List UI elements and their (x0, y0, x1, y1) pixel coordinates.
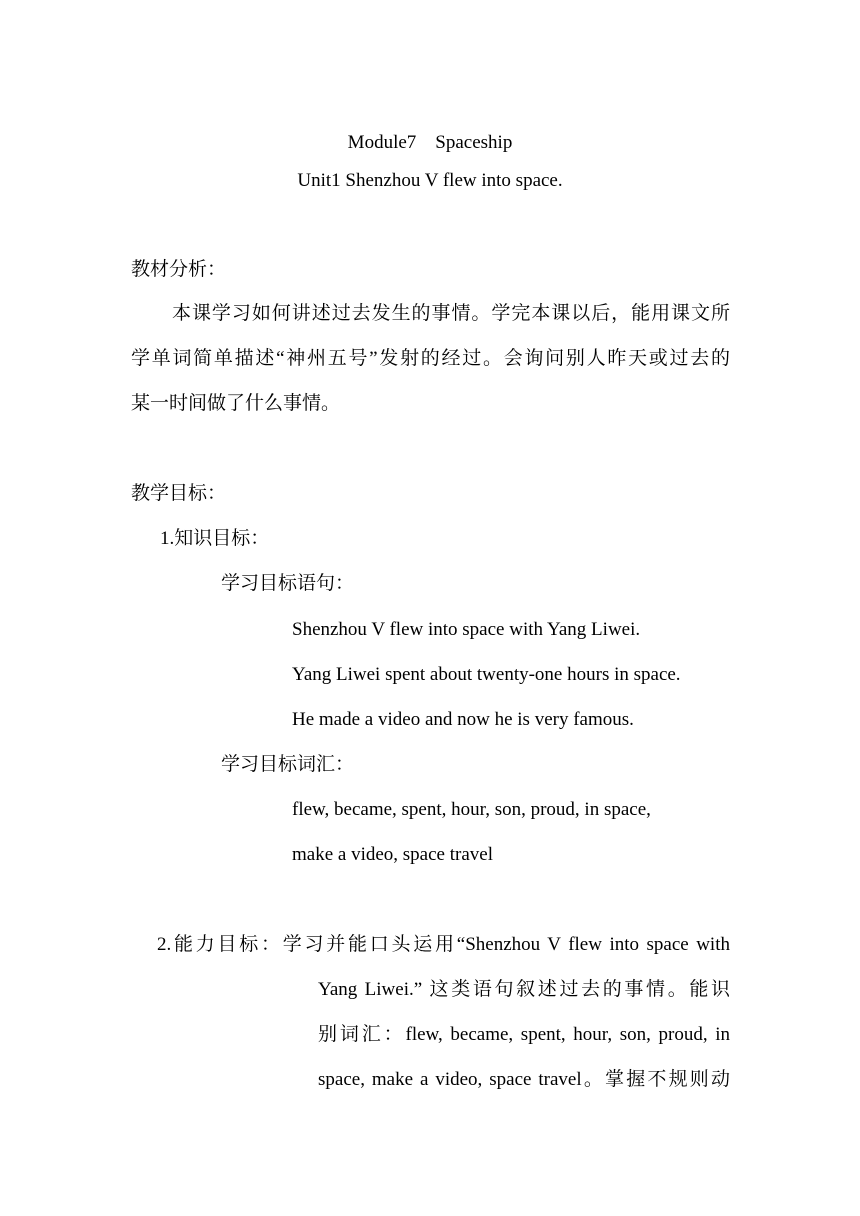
knowledge-objective-heading: 1.知识目标： (160, 528, 270, 549)
objectives-heading: 教学目标： (131, 483, 227, 504)
target-sentences-heading: 学习目标语句： (221, 573, 355, 594)
target-sentence: He made a video and now he is very famous. (292, 709, 634, 730)
module-title: Module7 Spaceship (347, 132, 513, 153)
target-sentence: Shenzhou V flew into space with Yang Liwei. (292, 619, 641, 640)
target-vocab-line-1: flew, became, spent, hour, son, proud, in space, (292, 799, 651, 820)
ability-objective-line-3: 别词汇：flew, became, spent, hour, son, proud, in (318, 1024, 730, 1045)
unit-title: Unit1 Shenzhou V flew into space. (297, 170, 563, 191)
target-vocab-heading: 学习目标词汇： (221, 754, 355, 775)
ability-objective-line-1: 2.能力目标：学习并能口头运用“Shenzhou V flew into space with (157, 934, 730, 955)
ability-objective-line-2: Yang Liwei.” 这类语句叙述过去的事情。能识 (318, 979, 730, 1000)
analysis-heading: 教材分析： (131, 259, 227, 280)
target-vocab-line-2: make a video, space travel (292, 844, 493, 865)
analysis-paragraph-line-3: 某一时间做了什么事情。 (131, 393, 341, 414)
analysis-paragraph-line-2: 学单词简单描述“神州五号”发射的经过。会询问别人昨天或过去的 (131, 348, 730, 369)
analysis-paragraph-line-1: 本课学习如何讲述过去发生的事情。学完本课以后，能用课文所 (172, 303, 730, 324)
ability-objective-line-4: space, make a video, space travel。掌握不规则动 (318, 1069, 730, 1090)
target-sentence: Yang Liwei spent about twenty-one hours in space. (292, 664, 681, 685)
